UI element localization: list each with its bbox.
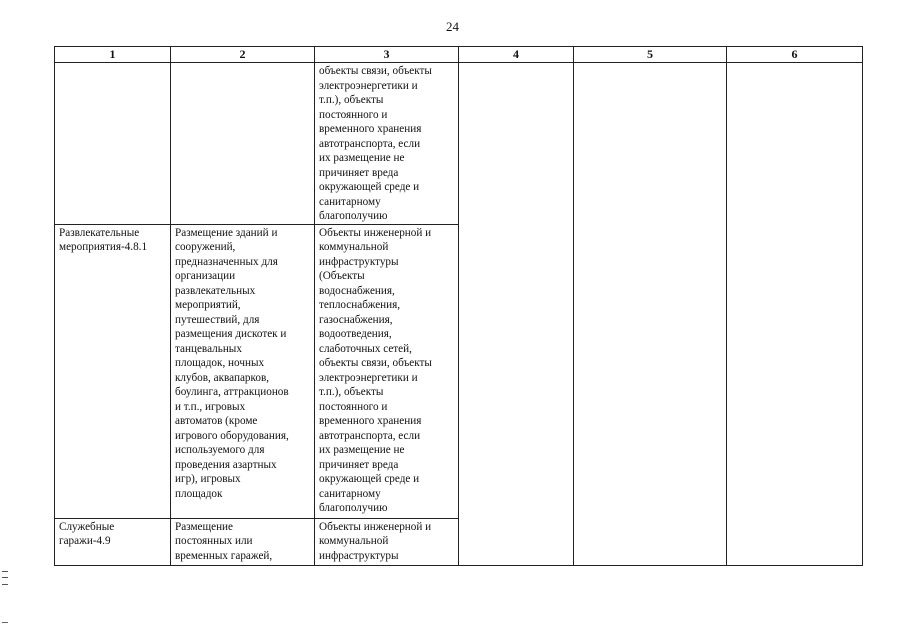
binding-margin-mark bbox=[2, 571, 8, 585]
column-header-4: 4 bbox=[459, 47, 574, 63]
column-header-6: 6 bbox=[727, 47, 863, 63]
table-cell-col6 bbox=[727, 63, 863, 566]
use-type-description: Размещение постоянных или временных гаражей, bbox=[175, 520, 273, 562]
column-header-2: 2 bbox=[171, 47, 315, 63]
use-type-name: Служебные гаражи-4.9 bbox=[59, 520, 115, 547]
table-cell-col4 bbox=[459, 63, 574, 566]
table-cell bbox=[171, 224, 315, 518]
column-header-1: 1 bbox=[55, 47, 171, 63]
column-header-3: 3 bbox=[315, 47, 459, 63]
continuation-text: объекты связи, объекты электроэнергетики и т.п.), объекты постоянного и временного хранения автотранспорта, если их размещение не причиняет вреда окружающей среде и санитарному благополучию bbox=[319, 65, 432, 222]
use-type-name: Развлекательные мероприятия-4.8.1 bbox=[59, 226, 148, 253]
table-cell bbox=[55, 63, 171, 225]
table-cell bbox=[55, 224, 171, 518]
table-cell bbox=[315, 518, 459, 565]
use-type-description: Размещение зданий и сооружений, предназначенных для организации развлекательных мероприятий, путешествий, для размещения дискотек и танцевальных площадок, ночных клубов, аквапарков, боулинга, аттракционов и т.п., игровых автоматов (кроме игрового оборудования, используемого для проведения азартных игр), игровых площадок bbox=[175, 226, 289, 500]
document-table bbox=[54, 46, 863, 566]
table-header-row bbox=[55, 47, 863, 63]
permitted-objects: Объекты инженерной и коммунальной инфраструктуры (Объекты водоснабжения, теплоснабжения, газоснабжения, водоотведения, слаботочных сетей, объекты связи, объекты электроэнергетики и т.п.), объекты постоянного и временного хранения автотранспорта, если их размещение не причиняет вреда окружающей среде и санитарному благополучию bbox=[319, 226, 432, 514]
column-header-5: 5 bbox=[574, 47, 727, 63]
permitted-objects: Объекты инженерной и коммунальной инфраструктуры bbox=[319, 520, 432, 562]
table-cell bbox=[171, 518, 315, 565]
binding-margin-dot bbox=[2, 622, 8, 623]
table-cell bbox=[315, 63, 459, 225]
table-cell-col5 bbox=[574, 63, 727, 566]
table-cell bbox=[55, 518, 171, 565]
table-cell bbox=[171, 63, 315, 225]
table-cell bbox=[315, 224, 459, 518]
table-row bbox=[55, 63, 863, 225]
page-number: 24 bbox=[446, 19, 459, 34]
